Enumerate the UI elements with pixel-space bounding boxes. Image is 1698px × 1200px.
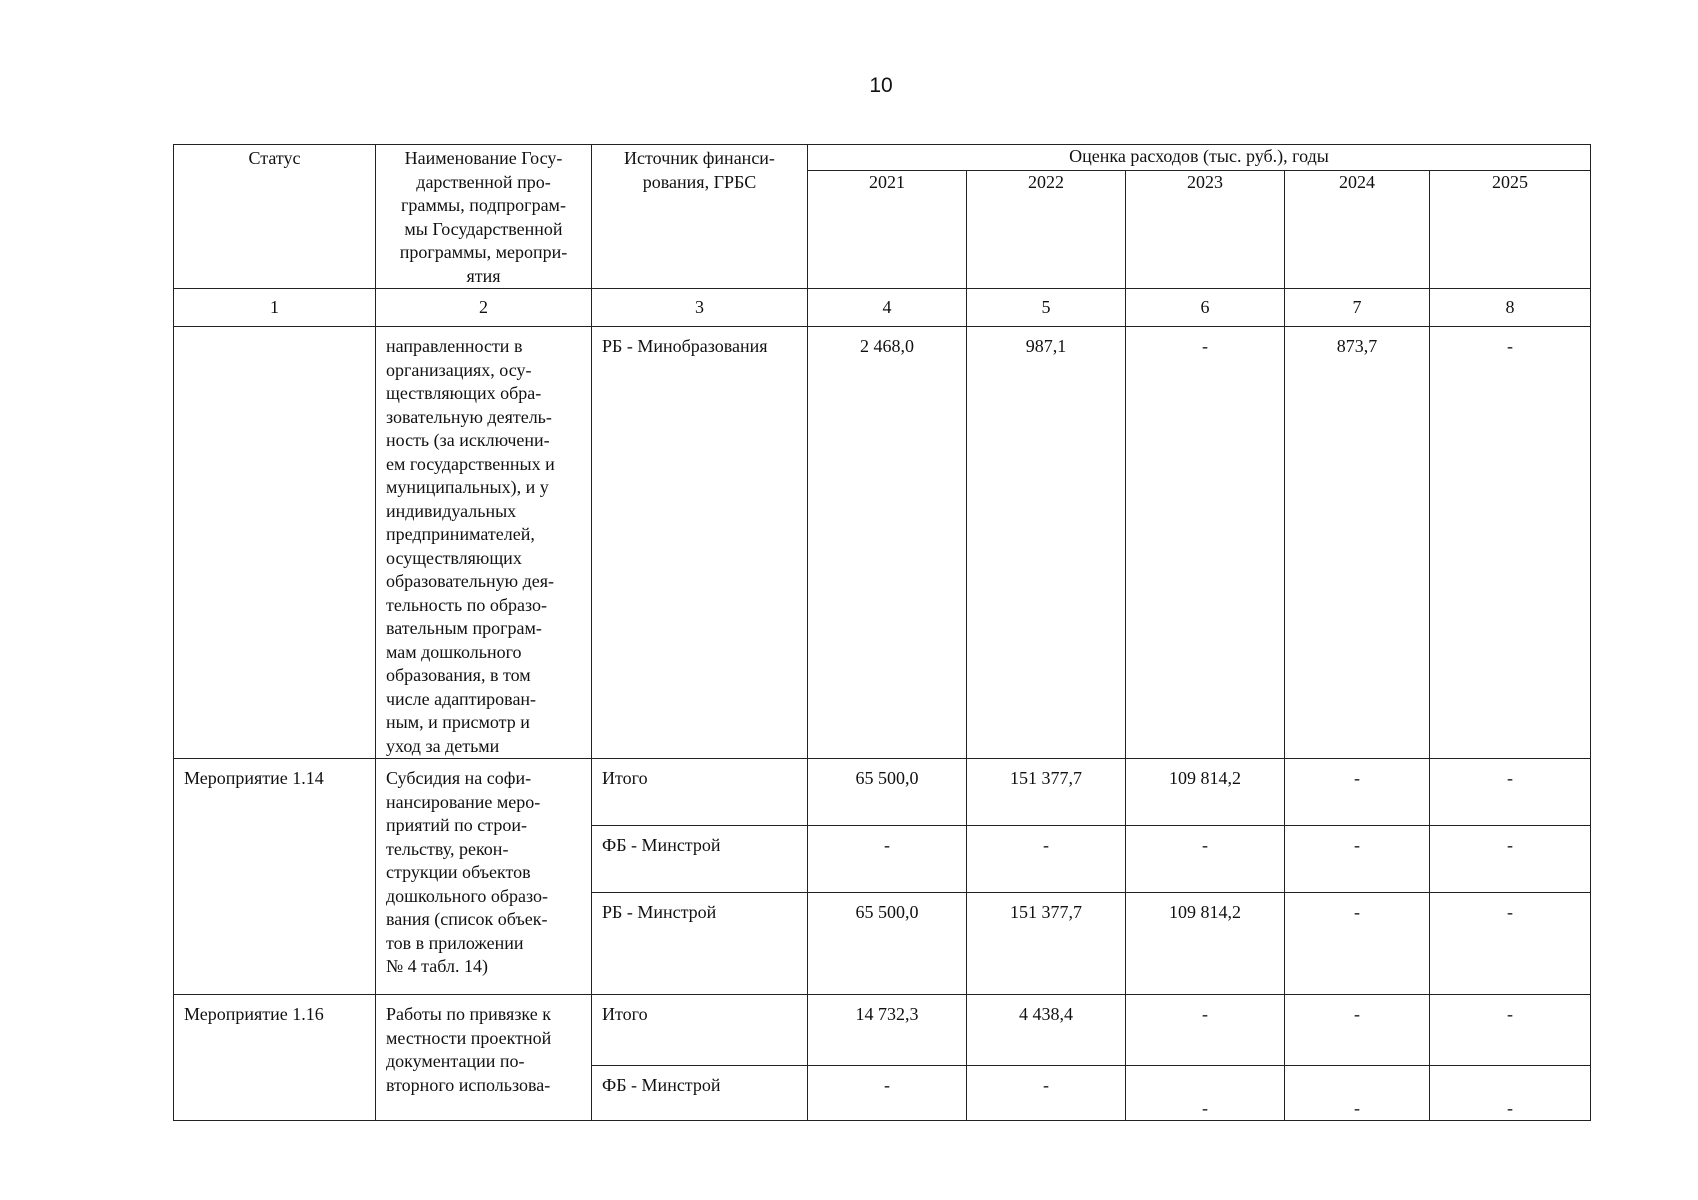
- row-funding-source: РБ - Минобразования: [592, 327, 808, 759]
- value-2022: -: [967, 826, 1126, 893]
- value-2021: -: [808, 826, 967, 893]
- value-2025: -: [1430, 893, 1591, 995]
- col-number-2: 2: [376, 289, 592, 327]
- col-number-1: 1: [174, 289, 376, 327]
- value-2023: -: [1126, 1066, 1285, 1121]
- value-2021: 65 500,0: [808, 759, 967, 826]
- row-program-name: Работы по привязке к местности проектной документации по- вторного использова-: [376, 995, 592, 1121]
- value-2021: 2 468,0: [808, 327, 967, 759]
- row-funding-source: Итого: [592, 759, 808, 826]
- value-2022: 151 377,7: [967, 759, 1126, 826]
- page-number: 10: [869, 74, 893, 97]
- header-year-2021: 2021: [808, 170, 967, 288]
- row-funding-source: ФБ - Минстрой: [592, 1066, 808, 1121]
- value-2022: 4 438,4: [967, 995, 1126, 1066]
- row-program-name: направленности в организациях, осу- ществляющих обра- зовательную деятель- ность (за исключени- ем государственных и муниципальных), и у индивидуальных предпринимателей, осуществляющих образовательную дея- тельность по образо- вательным програм- мам дошкольного образования, в том числе адаптирован- ным, и присмотр и уход за детьми: [376, 327, 592, 759]
- header-year-2024: 2024: [1285, 170, 1430, 288]
- value-2023: 109 814,2: [1126, 759, 1285, 826]
- header-year-2022: 2022: [967, 170, 1126, 288]
- table-row: [174, 759, 1591, 826]
- header-program-name: Наименование Госу- дарственной про- граммы, подпрограм- мы Государственной программы, меропри- ятия: [376, 145, 592, 289]
- row-status: Мероприятие 1.14: [174, 759, 376, 995]
- col-number-5: 5: [967, 289, 1126, 327]
- value-2024: -: [1285, 1066, 1430, 1121]
- value-2023: -: [1126, 327, 1285, 759]
- col-number-6: 6: [1126, 289, 1285, 327]
- header-expenses: Оценка расходов (тыс. руб.), годы: [808, 145, 1591, 171]
- row-funding-source: Итого: [592, 995, 808, 1066]
- value-2025: -: [1430, 1066, 1591, 1121]
- value-2024: -: [1285, 759, 1430, 826]
- row-status: Мероприятие 1.16: [174, 995, 376, 1121]
- value-2025: -: [1430, 995, 1591, 1066]
- header-funding-source: Источник финанси- рования, ГРБС: [592, 145, 808, 289]
- value-2023: -: [1126, 995, 1285, 1066]
- expenses-table: [173, 144, 1591, 1121]
- header-status: Статус: [174, 145, 376, 289]
- value-2022: 151 377,7: [967, 893, 1126, 995]
- col-number-8: 8: [1430, 289, 1591, 327]
- value-2021: -: [808, 1066, 967, 1121]
- row-funding-source: ФБ - Минстрой: [592, 826, 808, 893]
- row-funding-source: РБ - Минстрой: [592, 893, 808, 995]
- value-2024: -: [1285, 826, 1430, 893]
- table-row: [174, 327, 1591, 759]
- value-2025: -: [1430, 759, 1591, 826]
- header-year-2023: 2023: [1126, 170, 1285, 288]
- value-2025: -: [1430, 826, 1591, 893]
- value-2024: 873,7: [1285, 327, 1430, 759]
- value-2025: -: [1430, 327, 1591, 759]
- value-2022: -: [967, 1066, 1126, 1121]
- col-number-3: 3: [592, 289, 808, 327]
- col-number-4: 4: [808, 289, 967, 327]
- value-2023: -: [1126, 826, 1285, 893]
- header-year-2025: 2025: [1430, 170, 1591, 288]
- col-number-7: 7: [1285, 289, 1430, 327]
- table-row: [174, 995, 1591, 1066]
- row-program-name: Субсидия на софи- нансирование меро- приятий по строи- тельству, рекон- струкции объектов дошкольного образо- вания (список объек- тов в приложении № 4 табл. 14): [376, 759, 592, 995]
- value-2024: -: [1285, 893, 1430, 995]
- value-2021: 14 732,3: [808, 995, 967, 1066]
- value-2023: 109 814,2: [1126, 893, 1285, 995]
- value-2022: 987,1: [967, 327, 1126, 759]
- value-2021: 65 500,0: [808, 893, 967, 995]
- value-2024: -: [1285, 995, 1430, 1066]
- row-status: [174, 327, 376, 759]
